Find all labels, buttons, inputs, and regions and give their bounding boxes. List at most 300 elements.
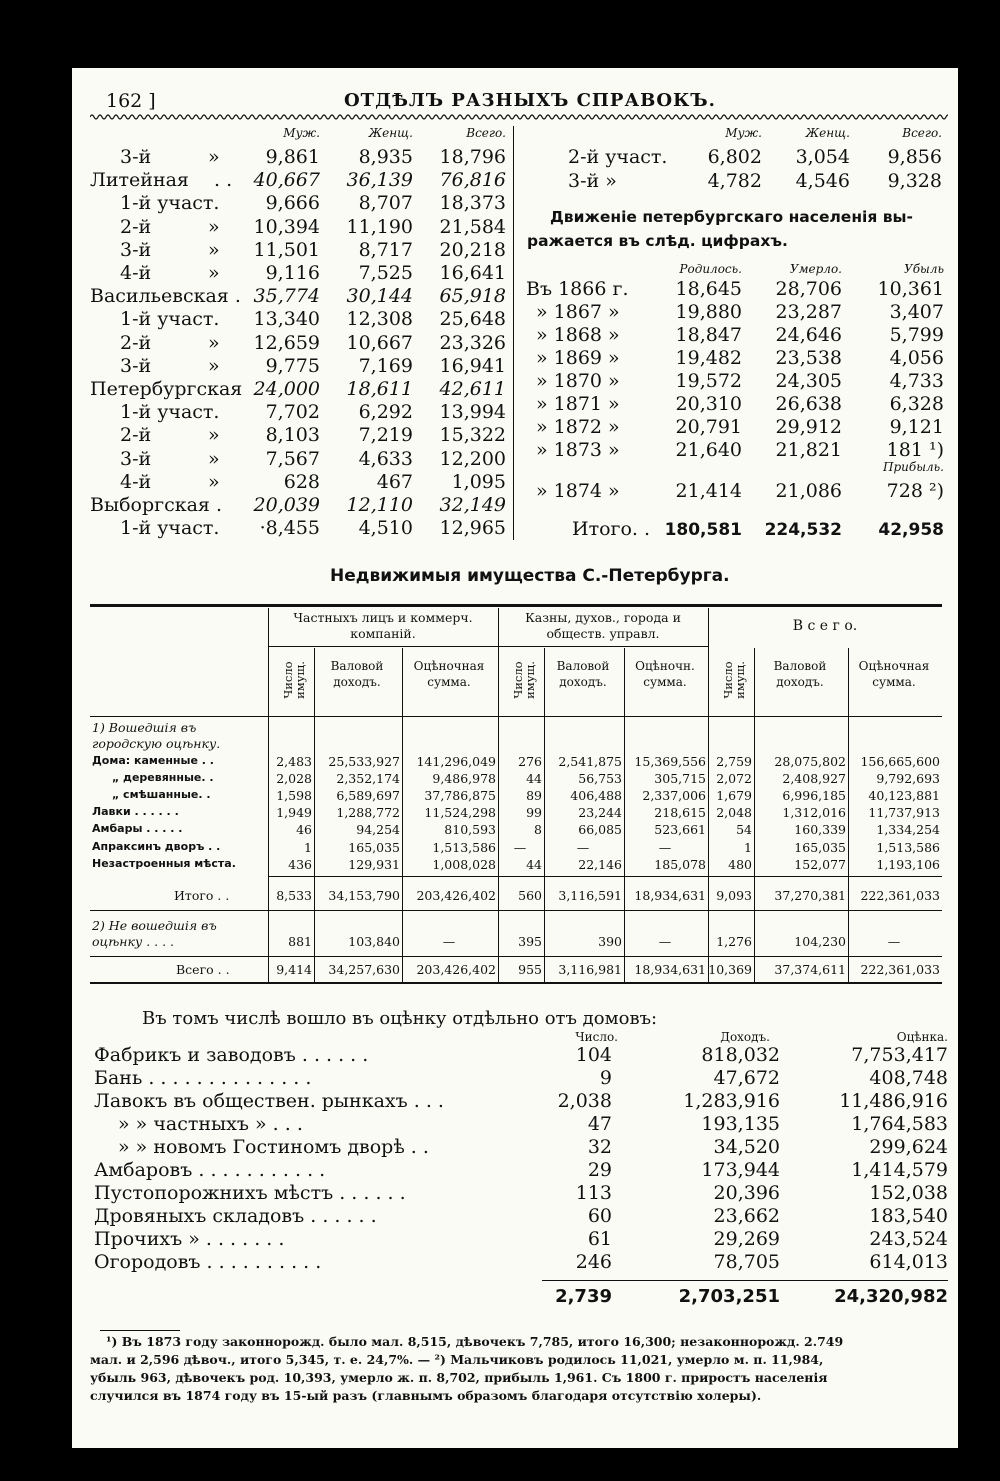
cell-value: 44 xyxy=(526,771,542,787)
table-header-rule xyxy=(498,646,708,647)
footnote-line: ¹) Въ 1873 году законнорожд. было мал. 8,515, дѣвочекъ 7,785, итого 16,300; незаконнорожд. 2.749 xyxy=(106,1334,844,1349)
valuation: 408,748 xyxy=(869,1067,948,1089)
income: 173,944 xyxy=(701,1159,780,1181)
row-label: 2-й xyxy=(120,331,152,354)
row-label: Дома: каменные . . xyxy=(92,754,214,767)
cell-value: 276 xyxy=(518,754,542,769)
male-count: 20,039 xyxy=(253,494,320,516)
ditto-mark: » xyxy=(208,238,220,261)
female-count: 18,611 xyxy=(346,378,413,400)
total-count: 65,918 xyxy=(439,285,506,308)
income: 20,396 xyxy=(713,1182,780,1204)
column-header: Число. xyxy=(575,1030,618,1044)
female-count: 8,717 xyxy=(358,238,413,261)
total-count: 32,149 xyxy=(439,494,506,516)
row-label: 2-й xyxy=(120,424,152,447)
ditto-mark: » xyxy=(208,262,220,284)
total-count: 12,200 xyxy=(439,447,506,470)
cell-value: 203,426,402 xyxy=(416,888,496,903)
section-label: 1) Вошедшiя въ городскую оцѣнку. xyxy=(92,720,221,751)
deaths: 21,086 xyxy=(775,480,842,502)
cell-value: — xyxy=(513,839,527,855)
cell-value: 56,753 xyxy=(578,771,622,787)
cell-value: 395 xyxy=(518,934,542,949)
cell-value: 1 xyxy=(744,839,752,855)
cell-value: 103,840 xyxy=(348,934,400,949)
row-label: Амбаровъ . . . . . . . . . . . xyxy=(94,1159,326,1181)
deaths: 24,305 xyxy=(775,370,842,392)
ditto-mark: » xyxy=(208,424,220,447)
male-count: 24,000 xyxy=(253,378,320,400)
footnote-line: мал. и 2,596 дѣвоч., итого 5,345, т. е. 24,7%. — ²) Мальчиковъ родилось 11,021, умерло м. п. 11,984, xyxy=(90,1352,824,1367)
cell-value: 18,934,631 xyxy=(634,962,706,977)
row-label: Петербургская xyxy=(90,378,243,400)
cell-value: 480 xyxy=(728,856,752,872)
male-count: 628 xyxy=(283,470,320,493)
births: 20,310 xyxy=(675,393,742,415)
row-label: 2-й xyxy=(120,215,152,238)
births: 21,640 xyxy=(675,439,742,461)
year-label: » 1874 » xyxy=(536,480,620,502)
year-label: » 1868 » xyxy=(536,324,620,346)
row-label: 3-й xyxy=(120,447,152,470)
valuation-heading: Въ томъ числѣ вошло въ оцѣнку отдѣльно отъ домовъ: xyxy=(142,1008,658,1029)
valuation: 1,414,579 xyxy=(851,1159,948,1181)
count: 9 xyxy=(599,1067,612,1089)
cell-value: 1,334,254 xyxy=(876,822,940,838)
cell-value: 1,598 xyxy=(276,788,312,804)
column-header: Умерло. xyxy=(789,262,842,276)
cell-value: 54 xyxy=(736,822,752,838)
table-column-rule xyxy=(848,648,849,982)
column-header: Женщ. xyxy=(805,126,850,140)
count: 29 xyxy=(587,1159,612,1181)
deaths: 21,821 xyxy=(775,439,842,461)
male-count: 4,782 xyxy=(707,170,762,192)
cell-value: 89 xyxy=(526,788,542,804)
cell-value: 152,077 xyxy=(794,856,846,872)
births: 18,645 xyxy=(675,278,742,300)
income: 23,662 xyxy=(713,1205,780,1227)
male-count: 8,103 xyxy=(265,424,320,447)
income: 47,672 xyxy=(713,1067,780,1089)
table-column-rule xyxy=(268,608,269,982)
cell-value: 9,792,693 xyxy=(876,771,940,787)
year-label: Въ 1866 г. xyxy=(526,278,629,300)
total-count: 18,373 xyxy=(439,192,506,215)
female-count: 12,308 xyxy=(346,308,413,331)
cell-value: 881 xyxy=(288,934,312,949)
ditto-mark: » xyxy=(208,215,220,238)
cell-value: 37,786,875 xyxy=(424,788,496,804)
cell-value: 222,361,033 xyxy=(860,888,940,903)
count: 61 xyxy=(587,1228,612,1250)
cell-value: 165,035 xyxy=(348,839,400,855)
income: 1,283,916 xyxy=(683,1090,780,1112)
difference: 181 ¹) xyxy=(886,439,944,461)
total-difference: 42,958 xyxy=(878,520,944,540)
births: 21,414 xyxy=(675,480,742,502)
column-header: Муж. xyxy=(283,126,320,140)
female-count: 8,707 xyxy=(358,192,413,215)
row-label: Незастроенныя мѣста. xyxy=(92,856,236,870)
cell-value: 1,513,586 xyxy=(432,839,496,855)
year-label: » 1871 » xyxy=(536,393,620,415)
footnote-line: убыль 963, дѣвочекъ род. 10,393, умерло ж. п. 8,702, прибыль 1,961. Съ 1800 г. приростъ населенiя xyxy=(90,1370,828,1385)
cell-value: 23,244 xyxy=(578,805,622,821)
cell-value: 9,486,978 xyxy=(432,771,496,787)
cell-value: 6,996,185 xyxy=(782,788,846,804)
cell-value: 1 xyxy=(304,839,312,855)
difference: 10,361 xyxy=(877,278,944,300)
difference: 6,328 xyxy=(889,393,944,415)
page-number: 162 ] xyxy=(106,90,156,112)
ditto-mark: . . xyxy=(214,169,233,192)
cell-value: 8 xyxy=(534,822,542,838)
cell-value: 1,949 xyxy=(276,805,312,821)
row-label: Пустопорожнихъ мѣстъ . . . . . . xyxy=(94,1182,406,1204)
cell-value: 560 xyxy=(518,888,542,903)
cell-value: 2,072 xyxy=(716,771,752,787)
valuation: 1,764,583 xyxy=(851,1113,948,1135)
valuation: 243,524 xyxy=(869,1228,948,1250)
cell-value: 1,276 xyxy=(716,934,752,949)
group-header: Казны, духов., города и обществ. управл. xyxy=(525,610,681,641)
total-count: 16,641 xyxy=(439,262,506,284)
row-label: Лавки . . . . . . xyxy=(92,805,179,819)
sub-header: Число имущ. xyxy=(721,661,747,699)
header-wavy-rule xyxy=(90,112,948,122)
row-label: 1-й участ. xyxy=(120,308,220,331)
male-count: 7,567 xyxy=(265,447,320,470)
row-label: 3-й » xyxy=(568,170,617,192)
female-count: 4,546 xyxy=(795,170,850,192)
cell-value: 40,123,881 xyxy=(868,788,940,804)
deaths: 23,538 xyxy=(775,347,842,369)
female-count: 36,139 xyxy=(346,169,413,192)
valuation: 183,540 xyxy=(869,1205,948,1227)
row-label: „ смѣшанные. . xyxy=(112,788,211,802)
year-label: » 1872 » xyxy=(536,416,620,438)
cell-value: 2,352,174 xyxy=(336,771,400,787)
income: 34,520 xyxy=(713,1136,780,1158)
female-count: 467 xyxy=(376,470,413,493)
ditto-mark: » xyxy=(208,470,220,493)
gain-label: Прибыль. xyxy=(883,460,944,474)
table-header-rule xyxy=(90,716,942,717)
table-rule xyxy=(90,956,942,957)
total-income: 2,703,251 xyxy=(678,1286,780,1307)
cell-value: 523,661 xyxy=(654,822,706,838)
cell-value: 3,116,981 xyxy=(558,962,622,977)
count: 2,038 xyxy=(557,1090,612,1112)
cell-value: 18,934,631 xyxy=(634,888,706,903)
ditto-mark: » xyxy=(208,331,220,354)
column-header: Убыль xyxy=(904,262,944,276)
cell-value: 28,075,802 xyxy=(774,754,846,769)
income: 29,269 xyxy=(713,1228,780,1250)
row-label: 3-й xyxy=(120,354,152,377)
valuation: 299,624 xyxy=(869,1136,948,1158)
total-count: 12,965 xyxy=(439,517,506,540)
cell-value: 15,369,556 xyxy=(634,754,706,769)
births: 19,572 xyxy=(675,370,742,392)
female-count: 7,219 xyxy=(358,424,413,447)
column-header: Женщ. xyxy=(368,126,413,140)
cell-value: 104,230 xyxy=(794,934,846,949)
table-rule xyxy=(90,982,942,984)
male-count: 35,774 xyxy=(253,285,320,308)
footnote-rule xyxy=(100,1330,180,1331)
row-label: 3-й xyxy=(120,238,152,261)
cell-value: 160,339 xyxy=(794,822,846,838)
deaths: 29,912 xyxy=(775,416,842,438)
cell-value: 2,759 xyxy=(716,754,752,769)
ditto-mark: » xyxy=(208,447,220,470)
male-count: 13,340 xyxy=(253,308,320,331)
property-title: Недвижимыя имущества С.-Петербурга. xyxy=(330,566,730,586)
count: 246 xyxy=(575,1251,612,1273)
cell-value: 37,270,381 xyxy=(774,888,846,903)
row-label: Фабрикъ и заводовъ . . . . . . xyxy=(94,1044,369,1066)
male-count: 12,659 xyxy=(253,331,320,354)
income: 193,135 xyxy=(701,1113,780,1135)
cell-value: 406,488 xyxy=(570,788,622,804)
income: 818,032 xyxy=(701,1044,780,1066)
cell-value: 165,035 xyxy=(794,839,846,855)
cell-value: 203,426,402 xyxy=(416,962,496,977)
total-count: 21,584 xyxy=(439,215,506,238)
table-column-rule xyxy=(754,648,755,982)
cell-value: 99 xyxy=(526,805,542,821)
year-label: » 1870 » xyxy=(536,370,620,392)
male-count: 10,394 xyxy=(253,215,320,238)
female-count: 12,110 xyxy=(346,494,413,516)
total-count: 18,796 xyxy=(439,146,506,168)
difference: 5,799 xyxy=(889,324,944,346)
female-count: 10,667 xyxy=(346,331,413,354)
difference: 4,733 xyxy=(889,370,944,392)
count: 60 xyxy=(587,1205,612,1227)
row-label: Апраксинъ дворъ . . xyxy=(92,839,221,853)
cell-value: 34,153,790 xyxy=(328,888,400,903)
cell-value: 1,513,586 xyxy=(876,839,940,855)
cell-value: 94,254 xyxy=(356,822,400,838)
male-count: ·8,455 xyxy=(259,517,320,540)
row-label: Литейная xyxy=(90,169,189,192)
table-column-rule xyxy=(708,608,709,982)
cell-value: 44 xyxy=(526,856,542,872)
table-column-rule xyxy=(544,648,545,982)
row-label: Прочихъ » . . . . . . . xyxy=(94,1228,285,1250)
column-divider xyxy=(513,126,514,540)
female-count: 6,292 xyxy=(358,401,413,424)
cell-value: 129,931 xyxy=(348,856,400,872)
cell-value: 10,369 xyxy=(708,962,752,977)
cell-value: 2,483 xyxy=(276,754,312,769)
deaths: 24,646 xyxy=(775,324,842,346)
female-count: 3,054 xyxy=(795,146,850,168)
total-deaths: 224,532 xyxy=(764,520,842,540)
female-count: 7,525 xyxy=(358,262,413,284)
row-label: 3-й xyxy=(120,146,152,168)
sub-header: Валовой доходъ. xyxy=(773,659,827,689)
cell-value: 1,312,016 xyxy=(782,805,846,821)
year-label: » 1873 » xyxy=(536,439,620,461)
total-count: 23,326 xyxy=(439,331,506,354)
deaths: 28,706 xyxy=(775,278,842,300)
sub-header: Оцѣночн. сумма. xyxy=(635,659,695,689)
valuation: 11,486,916 xyxy=(839,1090,948,1112)
cell-value: 1,193,106 xyxy=(876,856,940,872)
cell-value: 37,374,611 xyxy=(774,962,846,977)
sub-header: Оцѣночная сумма. xyxy=(413,659,485,689)
cell-value: 2,028 xyxy=(276,771,312,787)
female-count: 8,935 xyxy=(358,146,413,168)
cell-value: 141,296,049 xyxy=(416,754,496,769)
column-header: Оцѣнка. xyxy=(896,1030,948,1044)
births: 18,847 xyxy=(675,324,742,346)
male-count: 9,775 xyxy=(265,354,320,377)
total-rule xyxy=(542,1280,948,1281)
cell-value: 156,665,600 xyxy=(860,754,940,769)
row-label: Выборгская . xyxy=(90,494,222,516)
row-label: 2-й участ. xyxy=(568,146,668,168)
cell-value: 9,093 xyxy=(716,888,752,903)
table-column-rule xyxy=(314,648,315,982)
row-label: 4-й xyxy=(120,470,152,493)
total-count: 25,648 xyxy=(439,308,506,331)
column-header: Всего. xyxy=(902,126,942,140)
sub-header: Валовой доходъ. xyxy=(556,659,610,689)
document-page xyxy=(72,68,958,1448)
cell-value: 46 xyxy=(296,822,312,838)
income: 78,705 xyxy=(713,1251,780,1273)
total-count: 1,095 xyxy=(451,470,506,493)
total-count: 2,739 xyxy=(555,1286,612,1307)
cell-value: 66,085 xyxy=(578,822,622,838)
births: 20,791 xyxy=(675,416,742,438)
cell-value: 9,414 xyxy=(276,962,312,977)
table-rule xyxy=(268,876,942,877)
valuation: 614,013 xyxy=(869,1251,948,1273)
cell-value: 390 xyxy=(598,934,622,949)
page-title: ОТДѢЛЪ РАЗНЫХЪ СПРАВОКЪ. xyxy=(344,90,716,111)
cell-value: 1,679 xyxy=(716,788,752,804)
cell-value: 34,257,630 xyxy=(328,962,400,977)
female-count: 7,169 xyxy=(358,354,413,377)
cell-value: 305,715 xyxy=(654,771,706,787)
count: 47 xyxy=(587,1113,612,1135)
table-column-rule xyxy=(498,608,499,982)
cell-value: — xyxy=(658,934,672,949)
deaths: 23,287 xyxy=(775,301,842,323)
cell-value: — xyxy=(442,934,456,949)
male-count: 6,802 xyxy=(707,146,762,168)
count: 104 xyxy=(575,1044,612,1066)
column-header: Доходъ. xyxy=(720,1030,770,1044)
sub-header: Оцѣночная сумма. xyxy=(858,659,930,689)
row-label: Дровяныхъ складовъ . . . . . . xyxy=(94,1205,377,1227)
total-count: 13,994 xyxy=(439,401,506,424)
male-count: 9,861 xyxy=(265,146,320,168)
cell-value: 2,408,927 xyxy=(782,771,846,787)
ditto-mark: » xyxy=(208,146,220,168)
row-label: „ деревянные. . xyxy=(112,771,214,785)
valuation: 7,753,417 xyxy=(851,1044,948,1066)
table-rule xyxy=(90,910,942,911)
row-label: 1-й участ. xyxy=(120,192,220,215)
male-count: 9,116 xyxy=(265,262,320,284)
total-count: 9,856 xyxy=(887,146,942,168)
column-header: Родилось. xyxy=(679,262,742,276)
cell-value: 25,533,927 xyxy=(328,754,400,769)
cell-value: 955 xyxy=(518,962,542,977)
valuation: 152,038 xyxy=(869,1182,948,1204)
cell-value: 22,146 xyxy=(578,856,622,872)
cell-value: 185,078 xyxy=(654,856,706,872)
cell-value: 2,048 xyxy=(716,805,752,821)
total-count: 42,611 xyxy=(439,378,506,400)
movement-heading-line1: Движенiе петербургскаго населенiя вы- xyxy=(550,208,913,226)
row-label: 4-й xyxy=(120,262,152,284)
footnote-line: случился въ 1874 году въ 15-ый разъ (главнымъ образомъ благодаря отсутствiю холеры). xyxy=(90,1388,762,1403)
year-label: » 1869 » xyxy=(536,347,620,369)
sub-header: Валовой доходъ. xyxy=(330,659,384,689)
column-header: Муж. xyxy=(725,126,762,140)
row-label: Бань . . . . . . . . . . . . . . xyxy=(94,1067,312,1089)
cell-value: 1,288,772 xyxy=(336,805,400,821)
cell-value: — xyxy=(658,839,672,855)
row-label: Амбары . . . . . xyxy=(92,822,183,836)
row-label: Огородовъ . . . . . . . . . . xyxy=(94,1251,322,1273)
total-count: 9,328 xyxy=(887,170,942,192)
total-count: 15,322 xyxy=(439,424,506,447)
table-column-rule xyxy=(402,648,403,982)
vsego-label: Всего . . xyxy=(176,962,230,977)
female-count: 30,144 xyxy=(346,285,413,308)
cell-value: 222,361,033 xyxy=(860,962,940,977)
male-count: 40,667 xyxy=(253,169,320,192)
count: 113 xyxy=(575,1182,612,1204)
sub-header: Число имущ. xyxy=(511,661,537,699)
cell-value: 11,524,298 xyxy=(424,805,496,821)
table-column-rule xyxy=(624,648,625,982)
total-births: 180,581 xyxy=(664,520,742,540)
table-header-rule xyxy=(268,646,498,647)
total-label: Итого. . xyxy=(572,518,651,540)
births: 19,880 xyxy=(675,301,742,323)
count: 32 xyxy=(587,1136,612,1158)
row-label: Лавокъ въ обществен. рынкахъ . . . xyxy=(94,1090,444,1112)
cell-value: 2,541,875 xyxy=(558,754,622,769)
row-label: Васильевская . xyxy=(90,285,241,308)
sub-header: Число имущ. xyxy=(281,661,307,699)
difference: 728 ²) xyxy=(886,480,944,502)
ditto-mark: » xyxy=(208,354,220,377)
itogo-label: Итого . . xyxy=(174,888,230,903)
cell-value: 810,593 xyxy=(444,822,496,838)
property-top-rule xyxy=(90,604,942,607)
column-header: Всего. xyxy=(466,126,506,140)
movement-heading-line2: ражается въ слѣд. цифрахъ. xyxy=(527,232,788,250)
difference: 4,056 xyxy=(889,347,944,369)
total-count: 76,816 xyxy=(439,169,506,192)
cell-value: 3,116,591 xyxy=(558,888,622,903)
group-header: В с е г о. xyxy=(792,618,858,634)
row-label: 1-й участ. xyxy=(120,401,220,424)
cell-value: 11,737,913 xyxy=(868,805,940,821)
